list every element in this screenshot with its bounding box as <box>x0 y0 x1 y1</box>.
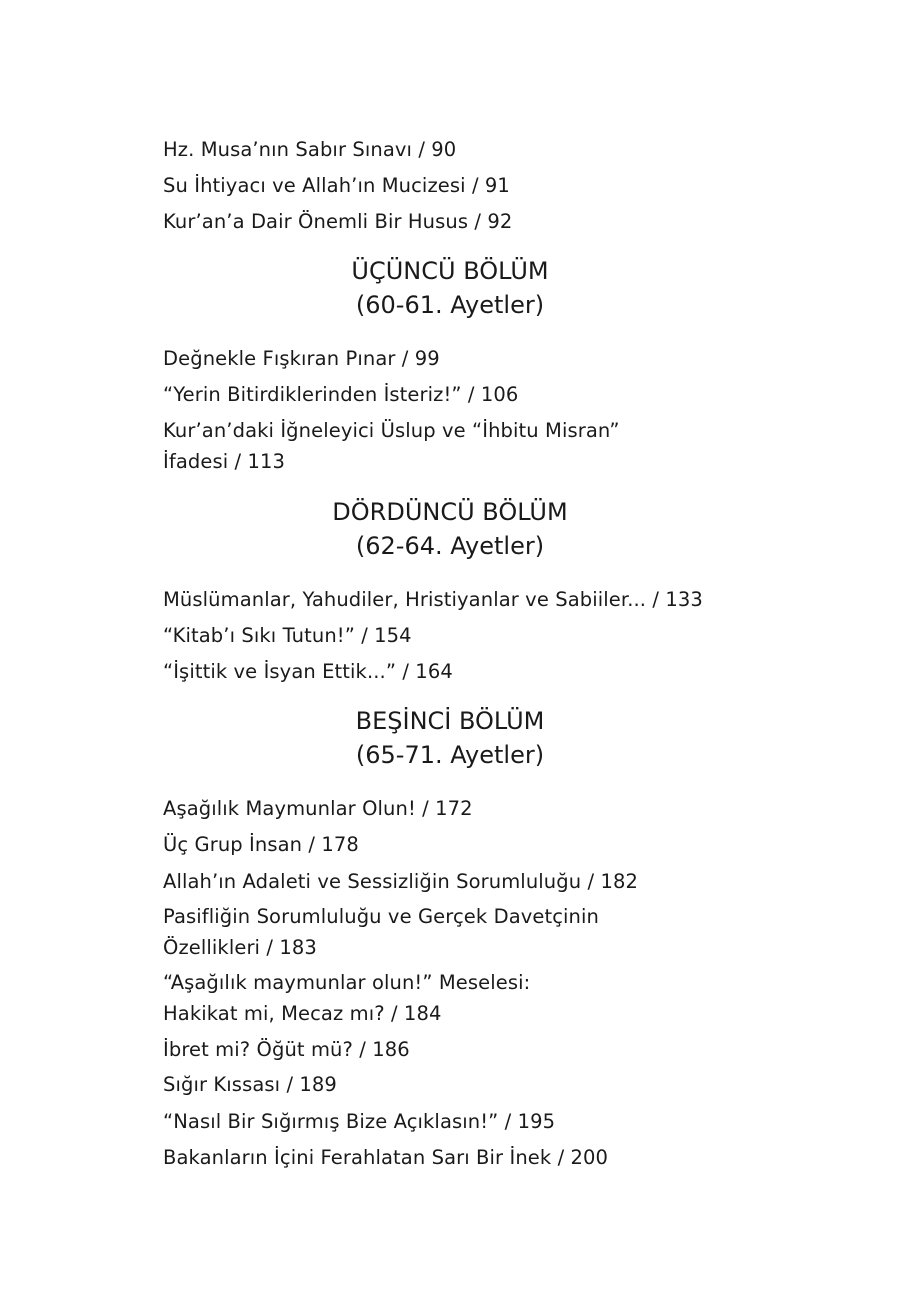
chapter-title: BEŞİNCİ BÖLÜM <box>355 707 545 735</box>
toc-entry[interactable]: Pasifliğin Sorumluluğu ve Gerçek Davetçinin <box>163 905 599 928</box>
toc-entry[interactable]: Hz. Musa’nın Sabır Sınavı / 90 <box>163 138 457 161</box>
toc-entry[interactable]: Kur’an’daki İğneleyici Üslup ve “İhbitu Misran” <box>163 419 620 442</box>
chapter-heading <box>0 254 900 322</box>
toc-entry[interactable]: Su İhtiyacı ve Allah’ın Mucizesi / 91 <box>163 174 510 197</box>
toc-entry-continuation[interactable]: İfadesi / 113 <box>163 450 286 473</box>
toc-entry[interactable]: “Kitab’ı Sıkı Tutun!” / 154 <box>163 624 412 647</box>
toc-entry[interactable]: Aşağılık Maymunlar Olun! / 172 <box>163 797 473 820</box>
chapter-heading <box>0 495 900 563</box>
toc-entry-continuation[interactable]: Özellikleri / 183 <box>163 936 317 959</box>
toc-entry[interactable]: Kur’an’a Dair Önemli Bir Husus / 92 <box>163 210 513 233</box>
chapter-title: ÜÇÜNCÜ BÖLÜM <box>351 257 549 285</box>
chapter-subtitle: (62-64. Ayetler) <box>355 532 545 560</box>
toc-entry[interactable]: “Nasıl Bir Sığırmış Bize Açıklasın!” / 195 <box>163 1110 556 1133</box>
toc-entry[interactable]: “Yerin Bitirdiklerinden İsteriz!” / 106 <box>163 383 519 406</box>
toc-entry-continuation[interactable]: Hakikat mi, Mecaz mı? / 184 <box>163 1002 442 1025</box>
toc-entry[interactable]: Değnekle Fışkıran Pınar / 99 <box>163 347 440 370</box>
chapter-subtitle: (60-61. Ayetler) <box>355 291 545 319</box>
toc-entry[interactable]: Bakanların İçini Ferahlatan Sarı Bir İnek / 200 <box>163 1146 609 1169</box>
toc-entry[interactable]: İbret mi? Öğüt mü? / 186 <box>163 1038 410 1061</box>
toc-entry[interactable]: Üç Grup İnsan / 178 <box>163 833 359 856</box>
chapter-heading <box>0 704 900 772</box>
toc-entry[interactable]: Müslümanlar, Yahudiler, Hristiyanlar ve Sabiiler... / 133 <box>163 588 703 611</box>
chapter-subtitle: (65-71. Ayetler) <box>355 741 545 769</box>
toc-entry[interactable]: “Aşağılık maymunlar olun!” Meselesi: <box>163 971 531 994</box>
toc-entry[interactable]: “İşittik ve İsyan Ettik...” / 164 <box>163 660 453 683</box>
toc-entry[interactable]: Sığır Kıssası / 189 <box>163 1073 337 1096</box>
chapter-title: DÖRDÜNCÜ BÖLÜM <box>332 498 568 526</box>
toc-entry[interactable]: Allah’ın Adaleti ve Sessizliğin Sorumluluğu / 182 <box>163 870 638 893</box>
